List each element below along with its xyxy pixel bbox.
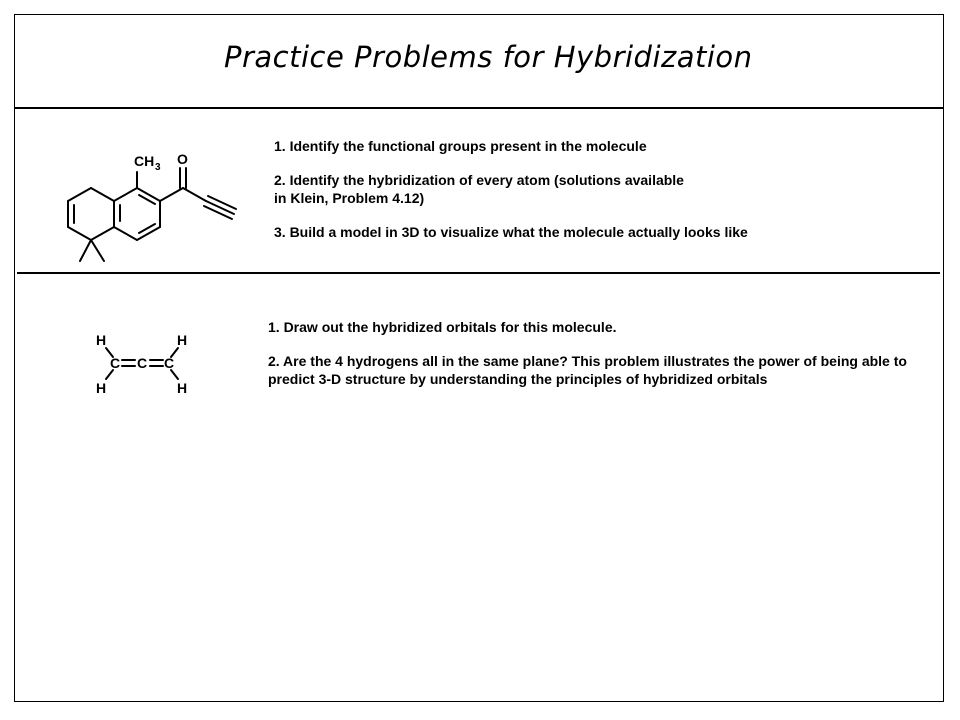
section-divider [17,272,940,274]
oxygen-label: O [177,151,188,167]
problem-1-item-1: 1. Identify the functional groups present in the molecule [274,138,647,154]
molecule-1-structure [50,140,250,270]
carbon-center: C [137,355,148,371]
slide-title: Practice Problems for Hybridization [224,40,753,74]
title-divider [14,107,944,109]
hydrogen-top-left: H [96,332,107,348]
hydrogen-bottom-left: H [96,380,107,396]
carbon-left: C [110,355,121,371]
methyl-label: CH [134,153,155,169]
molecule-2-allene [90,325,200,405]
problem-1-instructions [274,137,794,257]
carbon-right: C [164,355,175,371]
problem-1-item-2: 2. Identify the hybridization of every atom (solutions available in Klein, Problem 4.12) [274,172,684,206]
problem-2-item-1: 1. Draw out the hybridized orbitals for this molecule. [268,319,617,335]
hydrogen-bottom-right: H [177,380,188,396]
problem-2-instructions [268,318,913,404]
problem-2-item-2: 2. Are the 4 hydrogens all in the same plane? This problem illustrates the power of being able to predict 3-D structure by understanding the principles of hybridized orbitals [268,353,907,387]
problem-1-item-3: 3. Build a model in 3D to visualize what the molecule actually looks like [274,224,748,240]
methyl-subscript: 3 [155,162,161,173]
hydrogen-top-right: H [177,332,188,348]
